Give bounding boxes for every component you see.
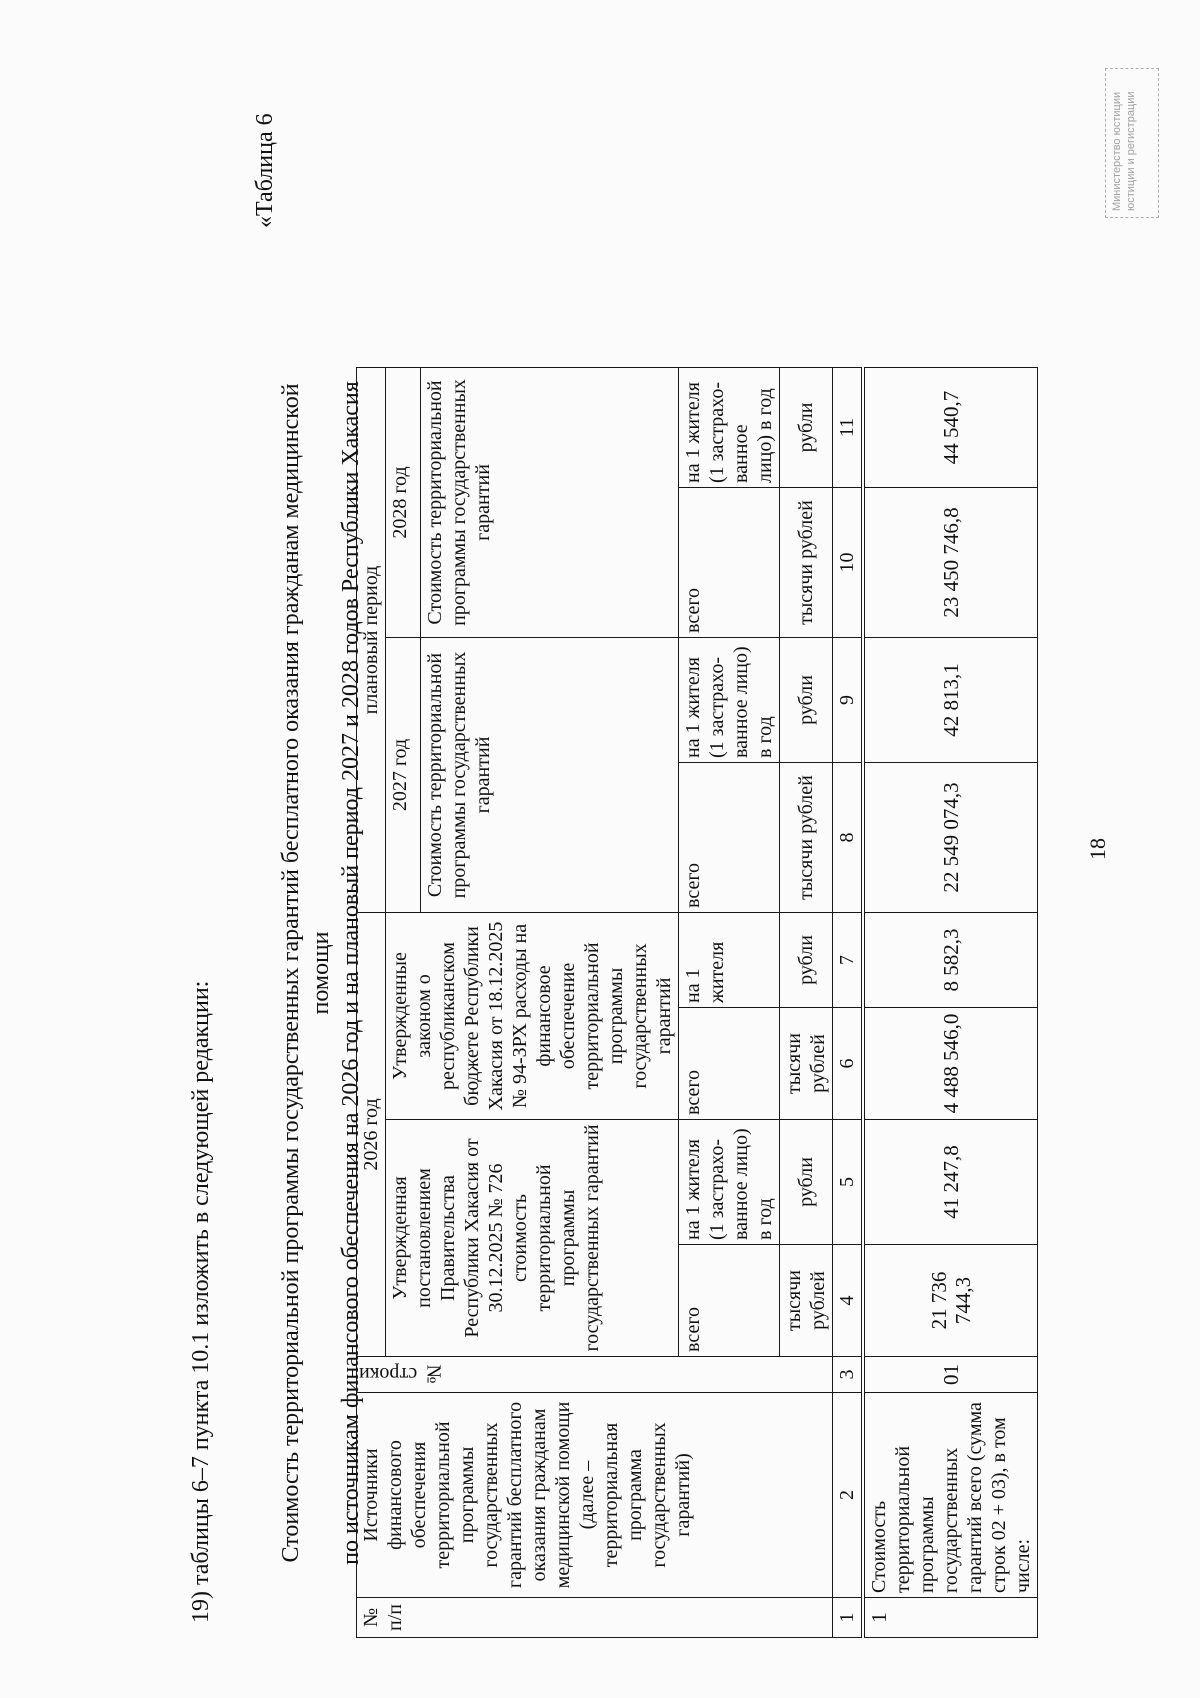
header-source: Источники финансового обеспечения территориальной программы государственных гарантий бесплатного оказания гражданам медицинской помощи (далее – территориальная программа государственных гарантий) — [357, 1393, 833, 1598]
header-planned-period: плановый период — [357, 368, 386, 913]
unit-thousand-6: тысячи рублей — [780, 1008, 833, 1120]
table-row — [863, 368, 1038, 1638]
col-number: 1 — [833, 1598, 864, 1638]
cell-2026-gov-total: 21 736 744,3 — [863, 1245, 1038, 1357]
col-number: 10 — [833, 488, 864, 638]
header-2028-total: всего — [679, 488, 780, 638]
unit-rub-5: рубли — [780, 1120, 833, 1245]
cell-2027-per-insured: 42 813,1 — [863, 638, 1038, 763]
row-label: Стоимость территориальной программы государственных гарантий всего (сумма строк 02 + 03), в том числе: — [863, 1393, 1038, 1598]
header-2026-gov-per-insured: на 1 жителя (1 застрахо-ванное лицо) в год — [679, 1120, 780, 1245]
page-number: 18 — [1085, 838, 1110, 860]
unit-rub-9: рубли — [780, 638, 833, 763]
cell-2026-law-total: 4 488 546,0 — [863, 1008, 1038, 1120]
col-number: 4 — [833, 1245, 864, 1357]
col-number: 6 — [833, 1008, 864, 1120]
table-title-line-2: по источникам финансового обеспечения на 2026 год и на плановый период 2027 и 2028 годов Республики Хакасия — [338, 381, 364, 1565]
col-number: 8 — [833, 763, 864, 913]
header-row-1 — [357, 368, 386, 1638]
unit-thousand-10: тысячи рублей — [780, 488, 833, 638]
stamp-line-1: Министерство юстиции — [1111, 91, 1123, 211]
cell-2028-total: 23 450 746,8 — [863, 488, 1038, 638]
unit-rub-11: рубли — [780, 368, 833, 488]
row-code: 01 — [863, 1357, 1038, 1393]
header-2027-total: всего — [679, 763, 780, 913]
cell-2027-total: 22 549 074,3 — [863, 763, 1038, 913]
header-2026-gov-total: всего — [679, 1245, 780, 1357]
header-2027-cost: Стоимость территориальной программы государственных гарантий — [420, 638, 678, 913]
cost-table — [356, 367, 1038, 1638]
table-title — [276, 348, 366, 1598]
col-number: 11 — [833, 368, 864, 488]
row-num: 1 — [863, 1598, 1038, 1638]
unit-thousand-4: тысячи рублей — [780, 1245, 833, 1357]
header-2026-approved-law: Утвержденные законом о республиканском бюджете Республики Хакасия от 18.12.2025 № 94-ЗРХ расходы на финансовое обеспечение территориальной программы государственных гарантий — [386, 913, 679, 1120]
cell-2026-gov-per-insured: 41 247,8 — [863, 1120, 1038, 1245]
registration-stamp — [1105, 68, 1159, 218]
header-2026-law-total: всего — [679, 1008, 780, 1120]
header-2027-per-insured: на 1 жителя (1 застрахо-ванное лицо) в год — [679, 638, 780, 763]
col-number: 2 — [833, 1393, 864, 1598]
header-2026-approved-gov: Утвержденная постановлением Правительства Республики Хакасия от 30.12.2025 № 726 стоимость территориальной программы государственных гарантий — [386, 1120, 679, 1357]
unit-thousand-8: тысячи рублей — [780, 763, 833, 913]
header-num: № п/п — [357, 1598, 833, 1638]
intro-text: 19) таблицы 6–7 пункта 10.1 изложить в следующей редакции: — [188, 980, 214, 1623]
table-label: «Таблица 6 — [252, 113, 278, 228]
header-2026: 2026 год — [357, 913, 386, 1357]
table-title-line-1: Стоимость территориальной программы государственных гарантий бесплатного оказания гражданам медицинской помощи — [278, 383, 334, 1563]
col-number: 3 — [833, 1357, 864, 1393]
header-2028: 2028 год — [386, 368, 421, 638]
col-number: 9 — [833, 638, 864, 763]
unit-rub-7: рубли — [780, 913, 833, 1008]
col-number: 7 — [833, 913, 864, 1008]
cell-2026-law-per-resident: 8 582,3 — [863, 913, 1038, 1008]
header-2027: 2027 год — [386, 638, 421, 913]
column-numbers-row — [833, 368, 864, 1638]
cell-2028-per-insured: 44 540,7 — [863, 368, 1038, 488]
header-row-number: № строки — [357, 1357, 833, 1393]
header-2028-cost: Стоимость территориальной программы государственных гарантий — [420, 368, 678, 638]
header-2026-law-per-resident: на 1 жителя — [679, 913, 780, 1008]
col-number: 5 — [833, 1120, 864, 1245]
stamp-line-2: юстиции и регистрации — [1125, 91, 1137, 211]
header-2028-per-insured: на 1 жителя (1 застрахо-ванное лицо) в год — [679, 368, 780, 488]
